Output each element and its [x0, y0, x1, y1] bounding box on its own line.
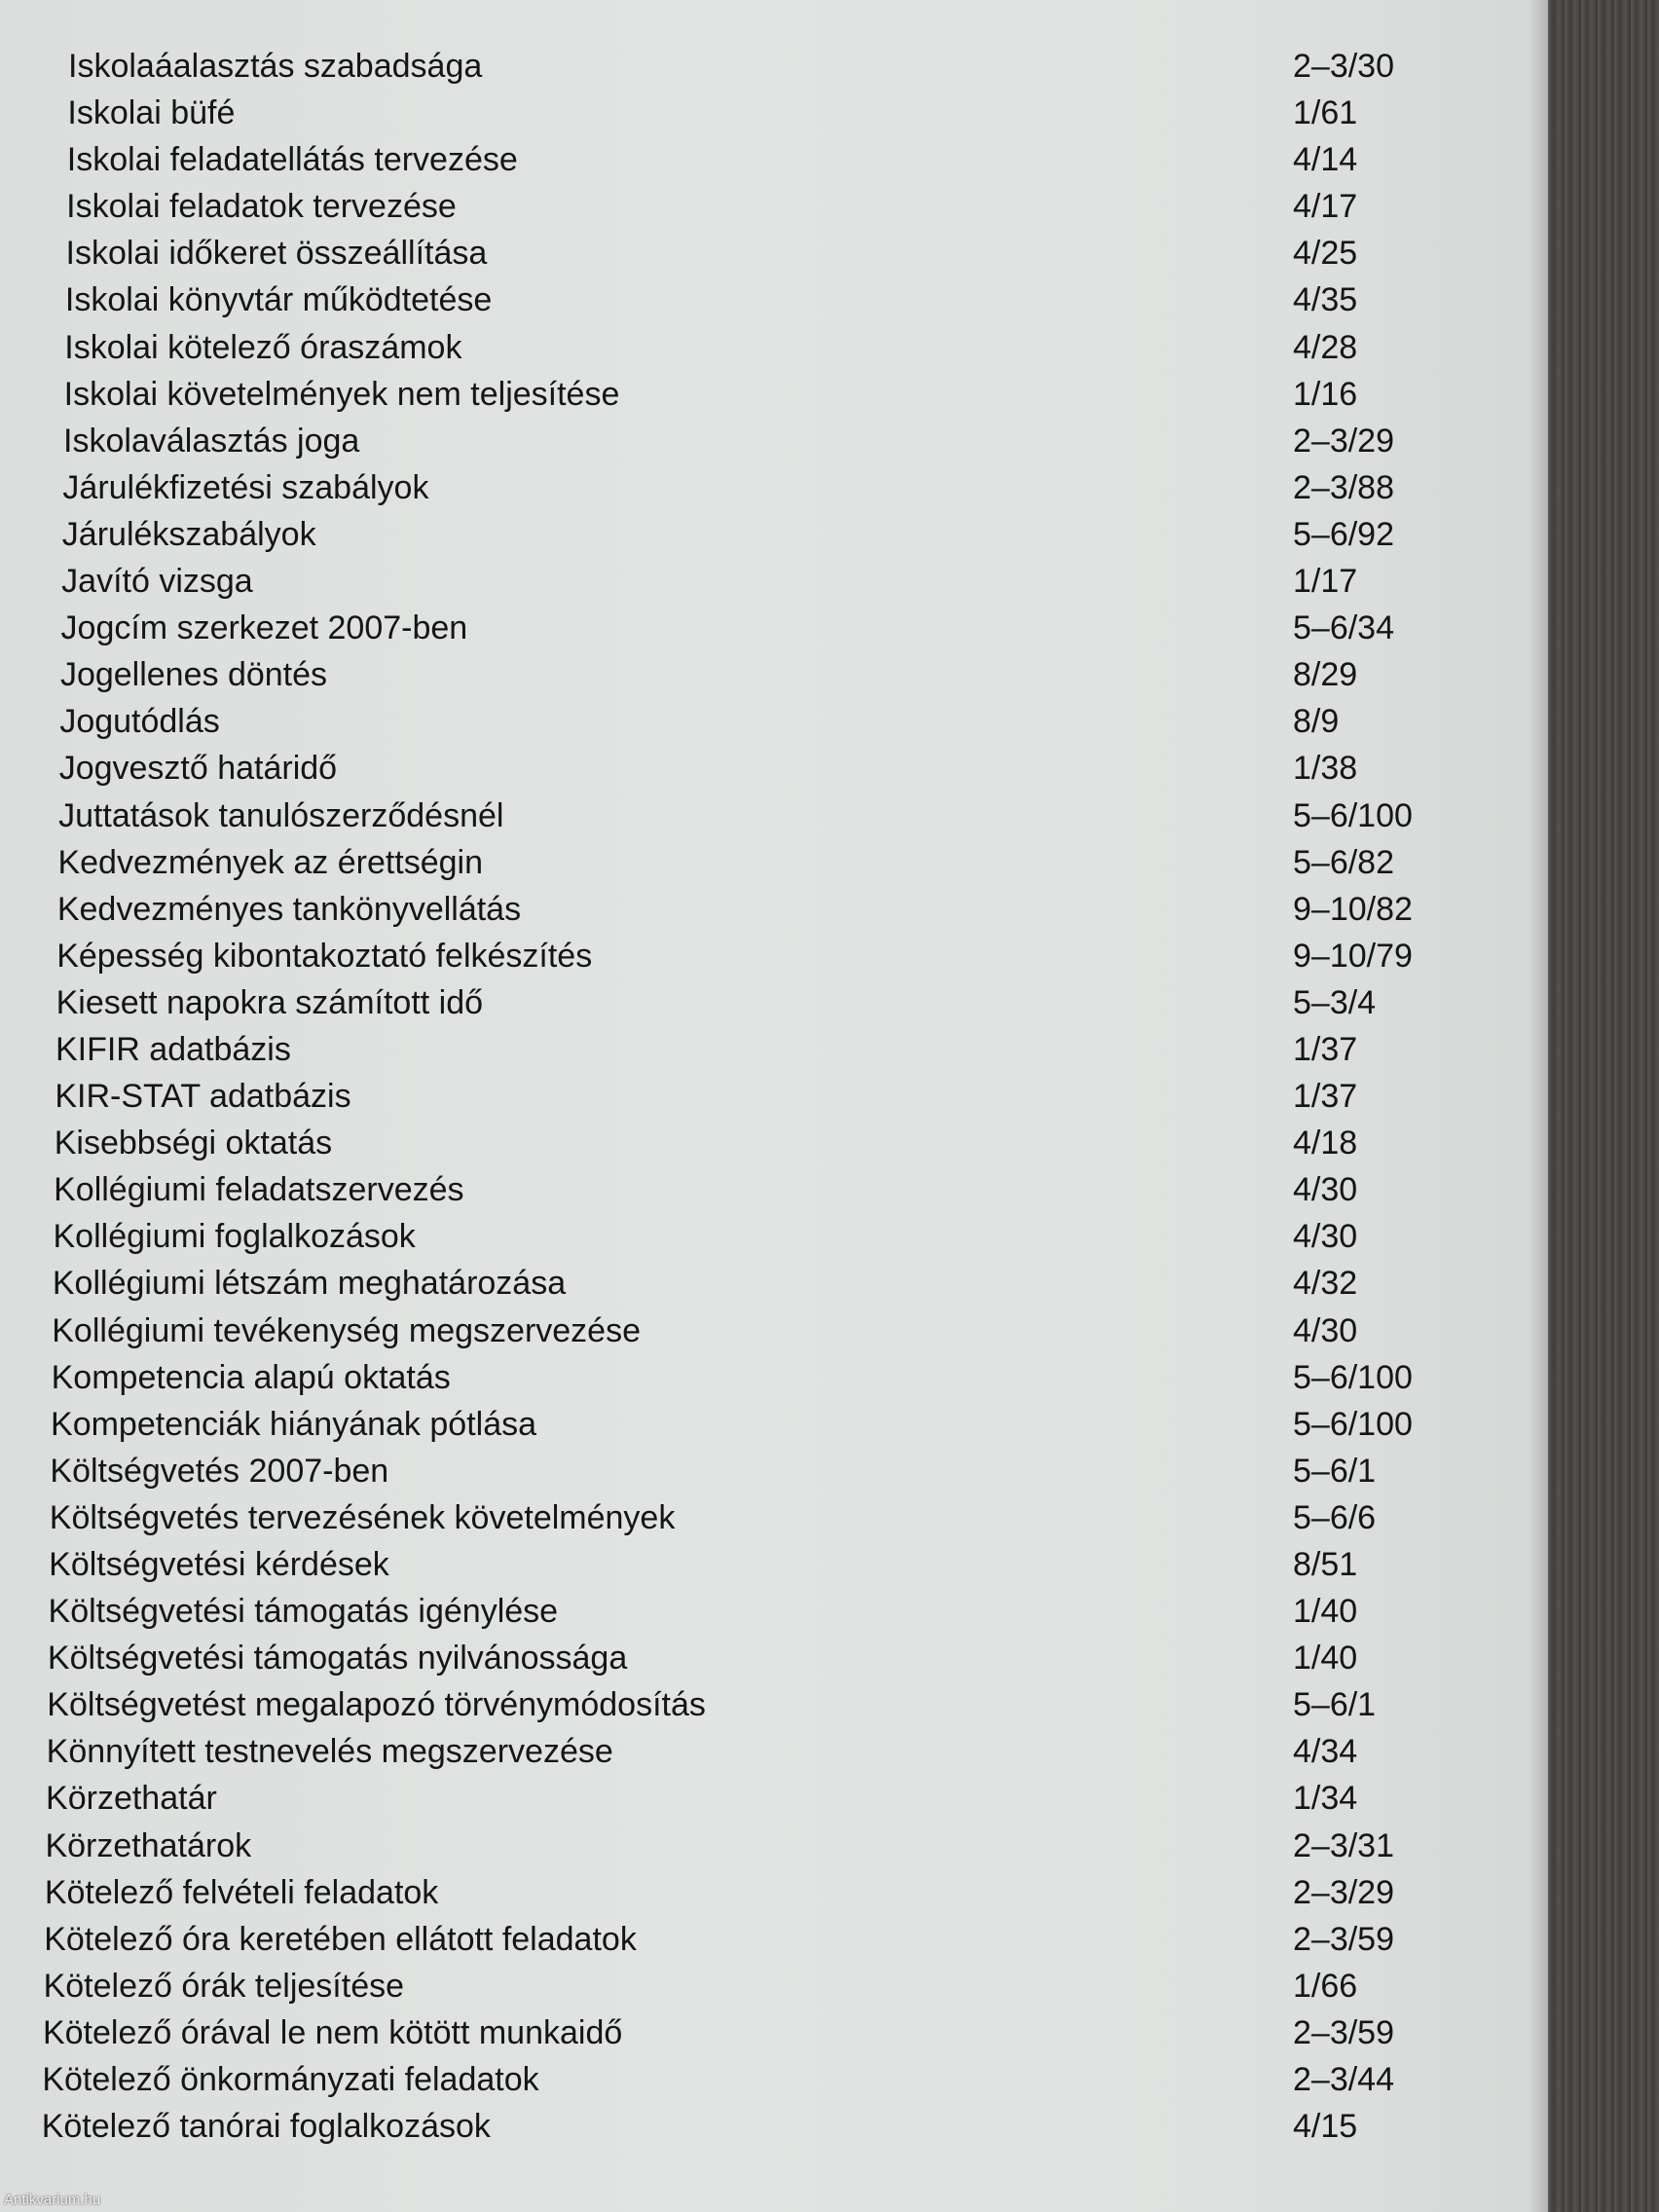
- index-reference: 5–6/34: [1293, 609, 1394, 647]
- index-entry: [0, 324, 1519, 371]
- index-entry: [0, 1494, 1519, 1541]
- index-term: Kedvezmények az érettségin: [57, 843, 484, 881]
- index-entry: [0, 1728, 1519, 1775]
- page-gutter-shadow: [1529, 0, 1550, 2212]
- index-term: Jogutódlás: [59, 703, 220, 741]
- index-entry: [0, 979, 1519, 1026]
- index-entry: [0, 1120, 1519, 1166]
- index-entry: [0, 1166, 1519, 1213]
- index-reference: 5–3/4: [1293, 983, 1377, 1021]
- index-reference: 4/14: [1293, 141, 1358, 179]
- index-term: Iskolai büfé: [67, 94, 236, 132]
- index-entry: [0, 698, 1519, 745]
- index-reference: 1/40: [1293, 1593, 1358, 1631]
- index-reference: 5–6/1: [1293, 1452, 1377, 1490]
- index-entry: [0, 1073, 1519, 1120]
- index-reference: 1/34: [1293, 1780, 1358, 1818]
- index-list: [0, 43, 1519, 2185]
- index-reference: 1/17: [1293, 563, 1358, 601]
- index-term: Iskolai kötelező óraszámok: [64, 328, 462, 366]
- index-entry: [0, 511, 1519, 558]
- index-entry: [0, 1213, 1519, 1260]
- index-entry: [0, 886, 1519, 933]
- index-term: Kompetencia alapú oktatás: [51, 1358, 451, 1396]
- index-entry: [0, 2056, 1519, 2103]
- index-term: Kötelező órával le nem kötött munkaidő: [42, 2013, 623, 2051]
- index-entry: [0, 136, 1519, 183]
- index-reference: 5–6/6: [1293, 1498, 1377, 1536]
- index-term: Jogvesztő határidő: [58, 750, 338, 788]
- index-entry: [0, 2009, 1519, 2056]
- index-term: Költségvetési kérdések: [49, 1546, 389, 1583]
- index-entry: [0, 1963, 1519, 2009]
- watermark: Antikvarium.hu: [4, 2192, 101, 2208]
- index-reference: 4/30: [1293, 1171, 1358, 1209]
- index-reference: 5–6/100: [1293, 796, 1413, 834]
- index-term: Költségvetést megalapozó törvénymódosítás: [47, 1686, 706, 1724]
- index-entry: [0, 1260, 1519, 1307]
- index-reference: 2–3/59: [1293, 1920, 1394, 1958]
- index-term: Költségvetési támogatás nyilvánossága: [47, 1640, 628, 1677]
- index-term: Iskolaválasztás joga: [63, 422, 360, 460]
- index-term: Juttatások tanulószerződésnél: [58, 796, 504, 834]
- index-term: Kompetenciák hiányának pótlása: [51, 1405, 537, 1443]
- index-reference: 1/37: [1293, 1078, 1358, 1116]
- index-reference: 1/16: [1293, 375, 1358, 413]
- index-reference: 4/17: [1293, 188, 1358, 226]
- index-entry: [0, 418, 1519, 464]
- index-entry: [0, 605, 1519, 651]
- index-term: Költségvetés 2007-ben: [50, 1452, 389, 1490]
- index-term: Iskolai könyvtár működtetése: [64, 281, 493, 319]
- index-entry: [0, 464, 1519, 511]
- index-term: Kollégiumi foglalkozások: [53, 1218, 416, 1256]
- index-reference: 4/18: [1293, 1124, 1358, 1162]
- index-term: Körzethatárok: [45, 1826, 252, 1864]
- index-term: Kötelező felvételi feladatok: [44, 1873, 439, 1911]
- index-reference: 5–6/100: [1293, 1405, 1413, 1443]
- index-term: Kötelező óra keretében ellátott feladatok: [44, 1920, 637, 1958]
- index-entry: [0, 1354, 1519, 1401]
- index-reference: 5–6/92: [1293, 515, 1394, 553]
- index-term: Kisebbségi oktatás: [54, 1124, 333, 1162]
- index-term: Kollégiumi létszám meghatározása: [52, 1265, 567, 1303]
- index-reference: 2–3/29: [1293, 422, 1394, 460]
- index-entry: [0, 839, 1519, 886]
- index-reference: 8/29: [1293, 656, 1358, 694]
- index-term: Iskolai feladatok tervezése: [66, 188, 457, 226]
- index-reference: 2–3/29: [1293, 1873, 1394, 1911]
- index-reference: 2–3/31: [1293, 1826, 1394, 1864]
- index-reference: 5–6/1: [1293, 1686, 1377, 1724]
- index-reference: 1/66: [1293, 1967, 1358, 2005]
- index-reference: 2–3/30: [1293, 48, 1394, 85]
- index-term: Könnyített testnevelés megszervezése: [46, 1733, 613, 1771]
- index-term: Képesség kibontakoztató felkészítés: [56, 937, 593, 975]
- index-reference: 4/28: [1293, 328, 1358, 366]
- index-term: Költségvetési támogatás igénylése: [48, 1593, 559, 1631]
- index-reference: 5–6/82: [1293, 843, 1394, 881]
- index-term: Kötelező órák teljesítése: [43, 1967, 405, 2005]
- index-reference: 4/25: [1293, 235, 1358, 273]
- index-entry: [0, 43, 1519, 90]
- index-term: Kiesett napokra számított idő: [55, 983, 484, 1021]
- index-reference: 1/37: [1293, 1030, 1358, 1068]
- index-reference: 5–6/100: [1293, 1358, 1413, 1396]
- index-entry: [0, 558, 1519, 605]
- index-term: Iskolai feladatellátás tervezése: [66, 141, 518, 179]
- index-reference: 2–3/44: [1293, 2061, 1394, 2099]
- index-reference: 2–3/59: [1293, 2013, 1394, 2051]
- index-entry: [0, 230, 1519, 276]
- index-reference: 8/51: [1293, 1546, 1358, 1583]
- index-reference: 4/30: [1293, 1311, 1358, 1349]
- index-entry: [0, 651, 1519, 698]
- index-term: KIFIR adatbázis: [55, 1030, 291, 1068]
- index-entry: [0, 1308, 1519, 1354]
- index-term: Kollégiumi feladatszervezés: [54, 1171, 464, 1209]
- index-term: Kedvezményes tankönyvellátás: [56, 890, 522, 928]
- index-entry: [0, 90, 1519, 136]
- index-reference: 9–10/79: [1293, 937, 1413, 975]
- index-entry: [0, 933, 1519, 979]
- index-entry: [0, 1448, 1519, 1494]
- index-entry: [0, 1635, 1519, 1681]
- index-reference: 1/40: [1293, 1640, 1358, 1677]
- index-reference: 8/9: [1293, 703, 1340, 741]
- index-reference: 4/30: [1293, 1218, 1358, 1256]
- index-entry: [0, 2103, 1519, 2150]
- index-reference: 4/34: [1293, 1733, 1358, 1771]
- book-spine: [1548, 0, 1659, 2212]
- index-term: Kötelező önkormányzati feladatok: [42, 2061, 539, 2099]
- index-entry: [0, 1681, 1519, 1728]
- index-term: Járulékszabályok: [61, 515, 316, 553]
- index-entry: [0, 1823, 1519, 1869]
- index-term: Javító vizsga: [61, 563, 253, 601]
- index-term: KIR-STAT adatbázis: [55, 1078, 351, 1116]
- index-entry: [0, 745, 1519, 792]
- index-entry: [0, 1869, 1519, 1916]
- index-reference: 4/32: [1293, 1265, 1358, 1303]
- index-term: Járulékfizetési szabályok: [62, 468, 429, 506]
- index-entry: [0, 1588, 1519, 1635]
- index-term: Kötelező tanórai foglalkozások: [41, 2108, 491, 2146]
- index-entry: [0, 371, 1519, 418]
- index-entry: [0, 793, 1519, 839]
- index-reference: 2–3/88: [1293, 468, 1394, 506]
- index-reference: 9–10/82: [1293, 890, 1413, 928]
- index-term: Körzethatár: [46, 1780, 217, 1818]
- index-reference: 1/38: [1293, 750, 1358, 788]
- index-reference: 4/35: [1293, 281, 1358, 319]
- index-term: Költségvetés tervezésének követelmények: [49, 1498, 676, 1536]
- index-entry: [0, 1026, 1519, 1073]
- index-entry: [0, 1401, 1519, 1448]
- index-reference: 1/61: [1293, 94, 1358, 132]
- index-entry: [0, 183, 1519, 230]
- index-term: Kollégiumi tevékenység megszervezése: [52, 1311, 641, 1349]
- index-entry: [0, 1775, 1519, 1822]
- index-entry: [0, 1916, 1519, 1963]
- index-entry: [0, 276, 1519, 323]
- index-term: Iskolai időkeret összeállítása: [65, 235, 488, 273]
- index-term: Jogellenes döntés: [59, 656, 328, 694]
- index-term: Iskolai követelmények nem teljesítése: [63, 375, 620, 413]
- index-term: Iskolaáalasztás szabadsága: [68, 48, 483, 85]
- index-term: Jogcím szerkezet 2007-ben: [60, 609, 468, 647]
- index-reference: 4/15: [1293, 2108, 1358, 2146]
- index-entry: [0, 1541, 1519, 1588]
